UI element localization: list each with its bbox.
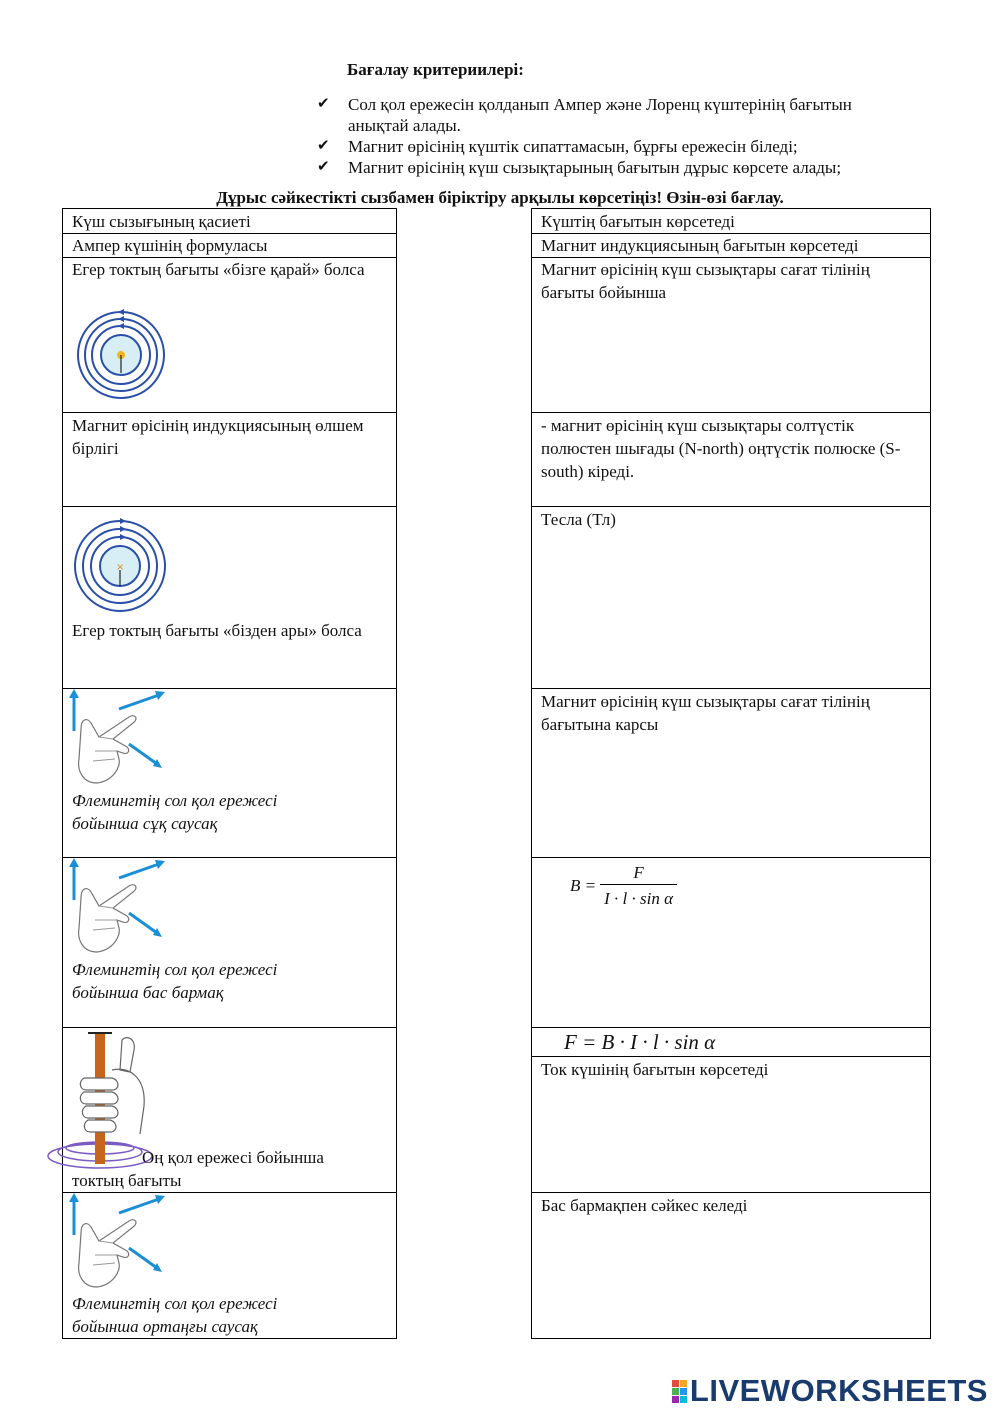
left-cell-text: Магнит өрісінің индукциясының өлшем бірлігі <box>72 416 364 458</box>
left-cell-1[interactable] <box>63 209 396 234</box>
formula-lhs: B = <box>570 876 597 895</box>
criteria-item-text: Сол қол ережесін қолданып Ампер және Лоренц күштерінің бағытын анықтай алады. <box>348 95 852 135</box>
right-cell-2[interactable] <box>532 233 930 258</box>
formula-b <box>570 861 677 910</box>
logo-text: LIVEWORKSHEETS <box>689 1373 988 1408</box>
right-cell-text: Тесла (Тл) <box>541 510 616 529</box>
left-cell-6[interactable] <box>63 689 396 857</box>
criteria-item <box>315 157 955 178</box>
circular-field-lines-dot-icon <box>78 309 168 399</box>
left-cell-2[interactable] <box>63 233 396 258</box>
right-cell-8[interactable] <box>532 1028 930 1056</box>
left-cell-text: Егер токтың бағыты «бізден ары» болса <box>72 621 362 640</box>
left-cell-text: Егер токтың бағыты «бізге қарай» болса <box>72 260 365 279</box>
right-cell-6[interactable] <box>532 689 930 857</box>
right-cell-1[interactable] <box>532 209 930 234</box>
check-icon: ✔ <box>317 159 330 175</box>
svg-text:×: × <box>116 562 125 573</box>
check-icon: ✔ <box>317 138 330 154</box>
circular-field-lines-cross-icon <box>73 518 173 618</box>
criteria-item-text: Магнит өрісінің күш сызықтарының бағытын дұрыс көрсете алады; <box>348 158 842 177</box>
formula-denominator: I · l · sin α <box>600 884 677 910</box>
right-cell-text: - магнит өрісінің күш сызықтары солтүстік полюстен шығады (N-north) оңтүстік полюске (S-south) кіреді. <box>541 416 901 481</box>
right-cell-text: Ток күшінің бағытын көрсетеді <box>541 1060 769 1079</box>
instruction: Дұрыс сәйкестікті сызбамен біріктіру арқылы көрсетіңіз! Өзін-өзі бағлау. <box>216 188 784 207</box>
right-cell-5[interactable] <box>532 507 930 688</box>
criteria-item-text: Магнит өрісінің күштік сипаттамасын, бұрғы ережесін біледі; <box>348 137 798 156</box>
logo-mark-icon <box>672 1380 687 1403</box>
left-cell-text: Флемингтің сол қол ережесі бойынша бас бармақ <box>72 960 278 1002</box>
left-cell-text: Оң қол ережесі бойынша токтың бағыты <box>72 1148 324 1190</box>
left-cell-4[interactable] <box>63 413 396 461</box>
formula-f: F = B · I · l · sin α <box>564 1030 716 1054</box>
check-icon: ✔ <box>317 96 330 112</box>
right-cell-10[interactable] <box>532 1193 930 1338</box>
left-hand-rule-icon <box>69 689 169 789</box>
right-cell-text: Магнит өрісінің күш сызықтары сағат тілінің бағыты бойынша <box>541 260 870 302</box>
left-cell-text: Күш сызығының қасиеті <box>72 212 251 231</box>
liveworksheets-logo <box>672 1373 988 1409</box>
left-cell-7[interactable] <box>63 858 396 1027</box>
left-cell-text: Флемингтің сол қол ережесі бойынша ортаңғы саусақ <box>72 1294 278 1336</box>
right-cell-9[interactable] <box>532 1057 930 1192</box>
criteria-item <box>315 94 955 136</box>
right-cell-3[interactable] <box>532 257 930 412</box>
right-cell-text: Бас бармақпен сәйкес келеді <box>541 1196 748 1215</box>
criteria-title: Бағалау критериилері: <box>347 60 524 79</box>
left-hand-rule-icon <box>69 858 169 958</box>
left-cell-5[interactable] <box>63 507 396 688</box>
right-cell-text: Магнит өрісінің күш сызықтары сағат тілінің бағытына карсы <box>541 692 870 734</box>
formula-fraction <box>600 861 677 910</box>
right-cell-text: Күштің бағытын көрсетеді <box>541 212 735 231</box>
criteria-item <box>315 136 955 157</box>
right-cell-4[interactable] <box>532 413 930 506</box>
left-cell-text: Ампер күшінің формуласы <box>72 236 268 255</box>
formula-numerator: F <box>633 863 644 882</box>
criteria-list <box>315 94 955 178</box>
left-hand-rule-icon <box>69 1193 169 1293</box>
left-cell-8[interactable] <box>63 1028 396 1192</box>
left-cell-9[interactable] <box>63 1193 396 1338</box>
right-cell-text: Магнит индукциясының бағытын көрсетеді <box>541 236 859 255</box>
left-cell-text: Флемингтің сол қол ережесі бойынша сұқ саусақ <box>72 791 278 833</box>
left-cell-3[interactable] <box>63 257 396 412</box>
right-cell-7[interactable] <box>532 858 930 1027</box>
